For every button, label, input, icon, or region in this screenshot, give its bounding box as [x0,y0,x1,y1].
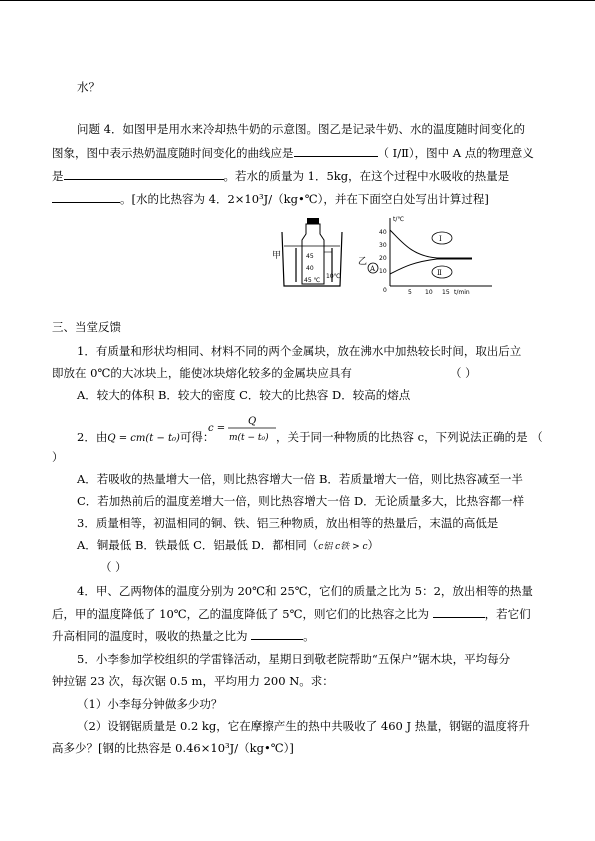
q3-options: A．铜最低 B．铁最低 C．铝最低 D．都相同（c铝 c铁 > c） [77,538,380,552]
question-4-text: 。若水的质量为 1．5kg，在这个过程中水吸收的热量是 [223,169,510,183]
formula-inequality: c铝 c铁 > c [318,542,368,552]
curve-II-label: Ⅱ [437,269,442,277]
svg-text:0: 0 [383,287,387,294]
question-4-text: 。[水的比热容为 4．2×10³J/（kg•℃），并在下面空白处写出计算过程] [120,192,489,206]
q5-line-1: 5．小李参加学校组织的学雷锋活动，星期日到敬老院帮助“五保户”锯木块，平均每分 [77,652,511,666]
q4-line-3: 升高相同的温度时，吸收的热量之比为 。 [52,629,315,643]
q3-line-1: 3．质量相等，初温相同的铜、铁、铝三种物质，放出相等的热量后，末温的高低是 [77,516,499,530]
svg-text:5: 5 [408,289,412,296]
figure-milk-cooling [272,212,494,296]
svg-text:t/℃: t/℃ [393,216,405,223]
svg-text:Q: Q [248,416,257,427]
q2-close-paren[interactable]: ） [52,450,64,464]
svg-text:15: 15 [442,289,450,296]
question-4-text: 是 [52,169,64,183]
q5-sub-2: （2）设钢锯质量是 0.2 kg，它在摩擦产生的热中共吸收了 460 J 热量，钢锯的温度将升 [77,719,530,733]
question-4-line-3 [52,168,509,183]
bottle-cap [307,218,319,224]
text-line: 水？ [77,80,100,94]
q4-line-1: 4．甲、乙两物体的温度分别为 20℃和 25℃，它们的质量之比为 5：2，放出相等的热量 [77,584,533,598]
q2-line-1: 2．由Q = cm(t − t₀)可得： [77,430,215,444]
svg-text:c =: c = [208,423,226,434]
q1-answer-paren[interactable]: （ ） [450,366,477,380]
answer-blank[interactable] [251,628,303,640]
q2-option-cd: C．若加热前后的温度差增大一倍，则比热容增大一倍 D．无论质量多大，比热容都一样 [77,494,525,508]
question-4-line-2 [52,145,534,160]
section-title: 三、当堂反馈 [52,320,121,334]
svg-text:45: 45 [306,253,314,260]
label-yi: 乙 [358,257,368,267]
svg-text:m(t − t₀): m(t − t₀) [229,433,269,443]
q5-sub-1: （1）小李每分钟做多少功？ [77,697,223,711]
q2-line-1-cont: ，关于同一种物质的比热容 c，下列说法正确的是 （ [276,430,543,444]
answer-blank[interactable] [64,168,224,180]
curve-II [390,259,472,274]
question-4-line-4 [52,191,489,206]
svg-text:20: 20 [379,255,387,262]
header-rule [0,0,595,1]
q1-line-1: 1．有质量和形状均相同、材料不同的两个金属块，放在沸水中加热较长时间，取出后立 [77,344,522,358]
formula-specific-heat [208,414,276,447]
svg-text:10: 10 [379,268,387,275]
q2-option-ab: A．若吸收的热量增大一倍，则比热容增大一倍 B．若质量增大一倍，则比热容减至一半 [77,472,523,486]
question-4-line-1: 问题 4．如图甲是用水来冷却热牛奶的示意图。图乙是记录牛奶、水的温度随时间变化的 [77,122,525,136]
svg-text:t/min: t/min [454,289,470,296]
q5-line-2: 钟拉锯 23 次，每次锯 0.5 m，平均用力 200 N。求： [52,674,334,688]
curve-I [390,230,472,258]
answer-blank[interactable] [433,606,485,618]
q4-line-2: 后，甲的温度降低了 10℃，乙的温度降低了 5℃，则它们的比热容之比为 ，若它们 [52,607,531,621]
q1-line-2: 即放在 0℃的大冰块上，能使冰块熔化较多的金属块应具有 [52,366,352,380]
question-4-text: 图象，图中表示热奶温度随时间变化的曲线应是 [52,146,294,160]
q1-options: A．较大的体积 B．较大的密度 C．较大的比热容 D．较高的熔点 [77,388,411,402]
svg-text:30: 30 [379,242,387,249]
point-A-label: A [370,265,376,273]
answer-blank[interactable] [52,191,120,203]
svg-text:40: 40 [306,265,314,272]
formula-heat: Q = cm(t − t₀) [107,433,180,444]
figure-svg [272,212,494,296]
answer-blank[interactable] [294,145,378,157]
q3-answer-paren[interactable]: （ ） [100,560,127,574]
label-jia: 甲 [272,251,282,261]
curve-I-label: Ⅰ [439,235,442,243]
svg-text:10℃: 10℃ [326,273,341,280]
q5-sub-2-cont: 高多少？[钢的比热容是 0.46×10³J/（kg•℃）] [52,741,294,755]
svg-text:45 ℃: 45 ℃ [304,277,321,284]
svg-text:10: 10 [425,289,433,296]
question-4-text: （ Ⅰ/Ⅱ），图中 A 点的物理意义 [377,146,534,160]
svg-text:40: 40 [379,229,387,236]
